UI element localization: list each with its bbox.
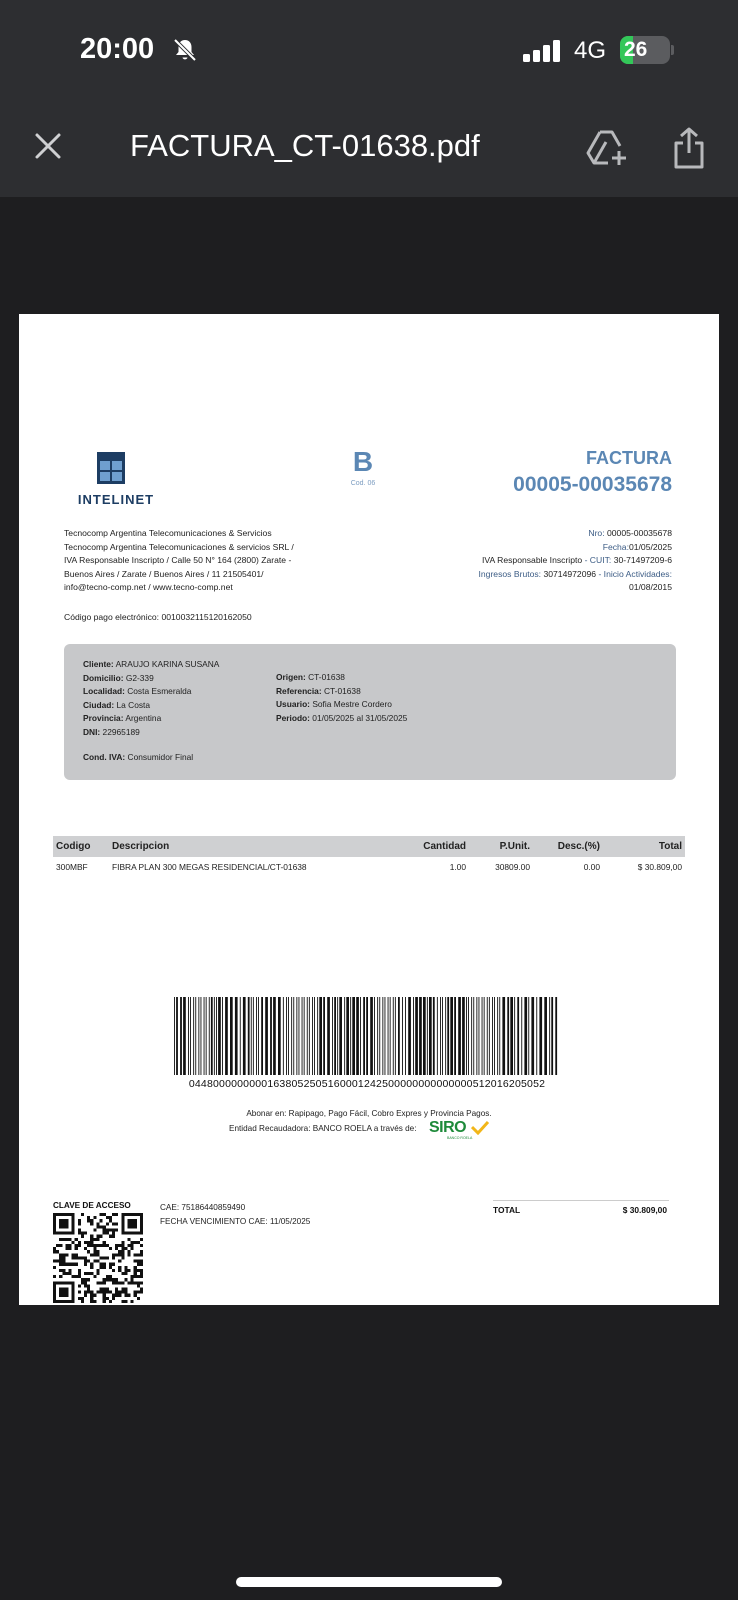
barcode-image — [174, 997, 560, 1075]
payment-code — [64, 612, 252, 622]
col-desc: Desc.(%) — [533, 836, 603, 857]
table-header-row — [53, 836, 685, 857]
company-line: Buenos Aires / Zarate / Buenos Aires / 11 21505401/ — [64, 568, 264, 579]
invoice-code: Cod. 06 — [350, 480, 376, 487]
client-box — [64, 644, 676, 780]
invoice-meta — [479, 527, 673, 595]
home-indicator[interactable] — [236, 1577, 502, 1587]
siro-text: SIRO — [429, 1119, 467, 1136]
periodo-label: Periodo: — [276, 712, 310, 723]
items-table — [53, 836, 685, 877]
fecha-label: Fecha: — [602, 541, 629, 552]
siro-subtext: BANCO ROELA — [447, 1136, 473, 1140]
table-row — [53, 857, 685, 877]
cae-value: 75186440859490 — [181, 1203, 246, 1212]
siro-logo — [429, 1119, 491, 1141]
cliente-label: Cliente: — [83, 659, 114, 669]
invoice-number: 00005-00035678 — [513, 473, 672, 496]
cell-cantidad: 1.00 — [449, 862, 466, 872]
total-label: TOTAL — [493, 1205, 521, 1215]
signal-icon — [523, 40, 561, 62]
provincia-value: Argentina — [125, 713, 162, 724]
battery-level: 26 — [624, 38, 648, 61]
divider — [493, 1200, 669, 1201]
company-line: Tecnocomp Argentina Telecomunicaciones & Servicios — [64, 528, 272, 538]
cell-desc: 0.00 — [583, 862, 600, 872]
inicio-value: 01/08/2015 — [628, 582, 672, 593]
check-icon — [471, 1121, 489, 1135]
iva-cond — [83, 752, 193, 762]
fecha-value: 01/05/2025 — [628, 541, 672, 552]
cae-due-label: FECHA VENCIMIENTO CAE: — [160, 1216, 268, 1226]
client-details — [83, 658, 219, 740]
referencia-value: CT-01638 — [323, 685, 361, 696]
logo-mark-icon — [97, 452, 125, 484]
cell-descripcion: FIBRA PLAN 300 MEGAS RESIDENCIAL/CT-01638 — [112, 862, 307, 872]
usuario-value: Sofia Mestre Cordero — [312, 699, 392, 710]
document-type: FACTURA — [586, 448, 672, 468]
pdf-page — [19, 314, 719, 1305]
cliente-value: ARAUJO KARINA SUSANA — [115, 659, 220, 669]
company-line: IVA Responsable Inscripto / Calle 50 N° 164 (2800) Zarate - — [64, 555, 292, 566]
cell-codigo: 300MBF — [56, 862, 88, 872]
provincia-label: Provincia: — [83, 713, 124, 724]
invoice-letter: B — [352, 446, 374, 477]
total-value: $ 30.809,00 — [622, 1205, 667, 1215]
bell-slash-icon — [172, 37, 198, 63]
access-key-label: CLAVE DE ACCESO — [53, 1201, 131, 1210]
battery-icon — [620, 36, 674, 64]
cond-label: Cond. IVA: — [83, 752, 126, 762]
localidad-label: Localidad: — [83, 686, 125, 697]
payment-code-label: Código pago electrónico: — [64, 612, 160, 622]
cae-info — [160, 1201, 310, 1228]
iibb-value: 30714972096 — [543, 568, 597, 579]
cell-total: $ 30.809,00 — [637, 862, 682, 872]
drive-add-icon[interactable] — [586, 128, 628, 168]
col-total: Total — [603, 836, 685, 857]
share-icon[interactable] — [671, 126, 707, 170]
referencia-label: Referencia: — [276, 685, 322, 696]
company-info — [64, 527, 294, 595]
company-line: info@tecno-comp.net / www.tecno-comp.net — [64, 582, 233, 593]
status-time: 20:00 — [80, 33, 155, 65]
origen-value: CT-01638 — [308, 672, 345, 682]
cuit-value: 30-71497209-6 — [613, 555, 672, 566]
col-punit: P.Unit. — [469, 836, 533, 857]
collecting-entity: Entidad Recaudadora: BANCO ROELA a través de: — [229, 1124, 417, 1133]
cell-punit: 30809.00 — [495, 862, 530, 872]
top-bar — [0, 0, 738, 197]
nro-label: Nro: — [588, 528, 605, 538]
network-type: 4G — [574, 37, 607, 64]
periodo-value: 01/05/2025 al 31/05/2025 — [312, 712, 408, 723]
nro-value: 00005-00035678 — [607, 528, 672, 538]
localidad-value: Costa Esmeralda — [127, 686, 192, 697]
cae-due-value: 11/05/2025 — [269, 1216, 311, 1226]
iibb-label: Ingresos Brutos: — [478, 568, 542, 579]
usuario-label: Usuario: — [276, 699, 310, 710]
dni-label: DNI: — [83, 726, 101, 737]
dni-value: 22965189 — [102, 726, 140, 737]
payment-places: Abonar en: Rapipago, Pago Fácil, Cobro Expres y Provincia Pagos. — [246, 1109, 492, 1118]
domicilio-label: Domicilio: — [83, 672, 124, 683]
inicio-label: - Inicio Actividades: — [598, 568, 672, 579]
document-title: FACTURA_CT-01638.pdf — [130, 128, 480, 163]
payment-code-value: 0010032115120162050 — [161, 612, 252, 622]
cond-value: Consumidor Final — [127, 752, 194, 762]
barcode-number: 04480000000001638052505160001242500000000000000512016205052 — [188, 1078, 546, 1090]
cuit-label: - CUIT: — [584, 555, 612, 566]
domicilio-value: G2-339 — [125, 672, 154, 683]
ciudad-value: La Costa — [116, 699, 151, 710]
origen-label: Origen: — [276, 672, 306, 682]
qr-code-icon — [53, 1213, 143, 1303]
ciudad-label: Ciudad: — [83, 699, 115, 710]
col-cantidad: Cantidad — [401, 836, 469, 857]
close-button[interactable] — [30, 128, 66, 164]
col-codigo: Codigo — [53, 836, 109, 857]
order-details — [276, 671, 407, 725]
company-line: Tecnocomp Argentina Telecomunicaciones & servicios SRL / — [64, 541, 294, 552]
iva-condition: IVA Responsable Inscripto — [482, 555, 583, 566]
cae-label: CAE: — [160, 1203, 180, 1212]
col-descripcion: Descripcion — [109, 836, 401, 857]
logo-text: INTELINET — [77, 492, 155, 507]
